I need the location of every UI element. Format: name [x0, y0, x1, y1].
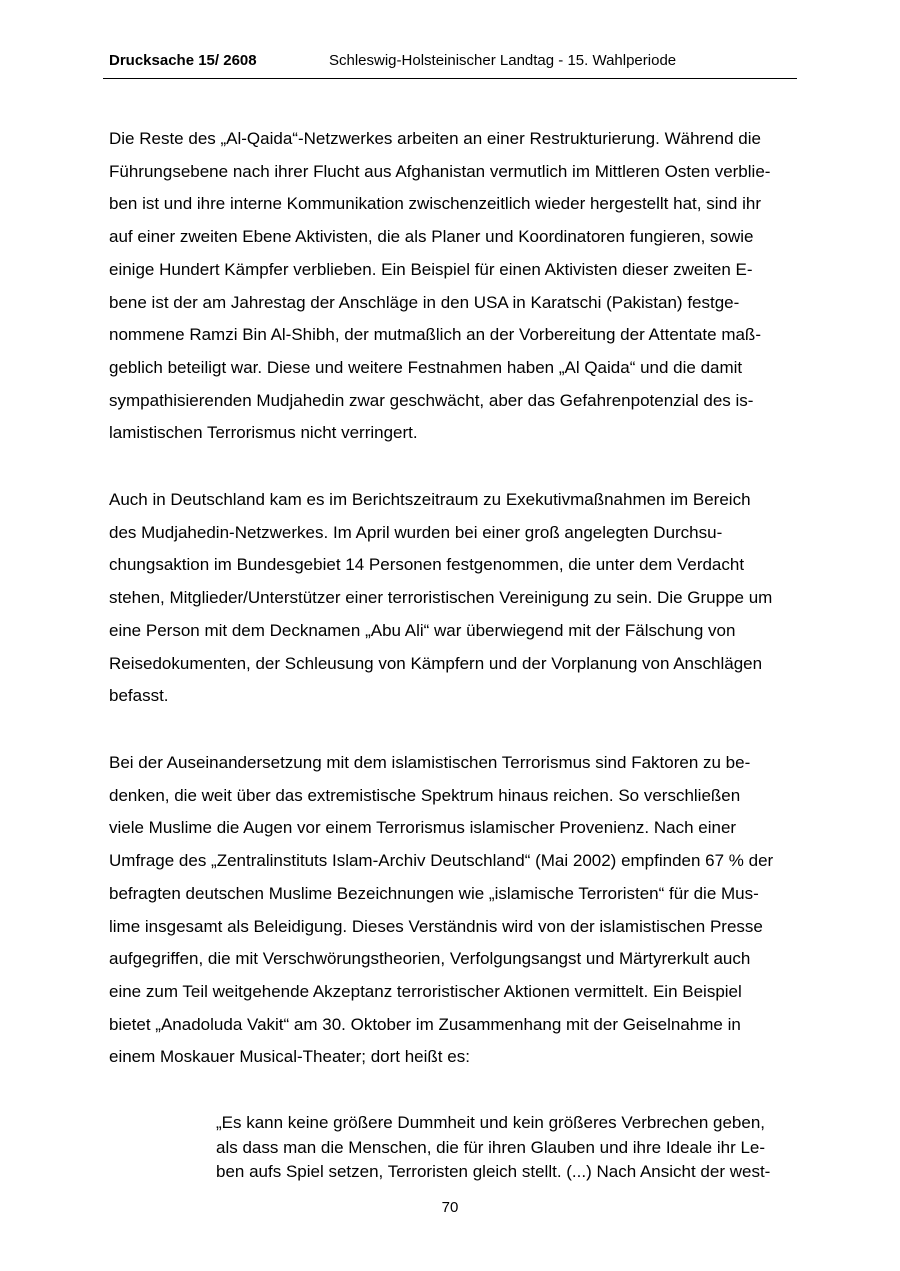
text-line: geblich beteiligt war. Diese und weitere Festnahmen haben „Al Qaida“ und die damit — [109, 357, 743, 377]
text-line: stehen, Mitglieder/Unterstützer einer terroristischen Vereinigung zu sein. Die Gruppe um — [109, 588, 773, 608]
page-number: 70 — [441, 1199, 459, 1216]
paragraph-auseinandersetzung — [109, 747, 799, 1074]
quote-line: ben aufs Spiel setzen, Terroristen gleich stellt. (...) Nach Ansicht der west- — [216, 1162, 771, 1181]
paragraph-deutschland — [109, 484, 799, 713]
text-line: auf einer zweiten Ebene Aktivisten, die als Planer und Koordinatoren fungieren, sowie — [109, 227, 754, 247]
text-line: befragten deutschen Muslime Bezeichnungen wie „islamische Terroristen“ für die Mus- — [109, 883, 759, 903]
text-line: Reisedokumenten, der Schleusung von Kämpfern und der Vorplanung von Anschlägen — [109, 653, 763, 673]
paragraph-al-qaida — [109, 123, 799, 450]
document-title: Schleswig-Holsteinischer Landtag - 15. Wahlperiode — [329, 52, 677, 69]
text-line: Auch in Deutschland kam es im Berichtszeitraum zu Exekutivmaßnahmen im Bereich — [109, 490, 751, 509]
text-line: befasst. — [109, 686, 169, 706]
text-line: einem Moskauer Musical-Theater; dort heißt es: — [109, 1047, 470, 1067]
text-line: Führungsebene nach ihrer Flucht aus Afghanistan vermutlich im Mittleren Osten verblie- — [109, 161, 771, 181]
text-line: einige Hundert Kämpfer verblieben. Ein Beispiel für einen Aktivisten dieser zweiten E- — [109, 259, 753, 279]
text-line: viele Muslime die Augen vor einem Terrorismus islamischer Provenienz. Nach einer — [109, 818, 737, 838]
text-line: Bei der Auseinandersetzung mit dem islamistischen Terrorismus sind Faktoren zu be- — [109, 753, 751, 772]
text-line: eine zum Teil weitgehende Akzeptanz terroristischer Aktionen vermittelt. Ein Beispiel — [109, 981, 742, 1001]
text-line: aufgegriffen, die mit Verschwörungstheorien, Verfolgungsangst und Märtyrerkult auch — [109, 949, 751, 969]
text-line: lamistischen Terrorismus nicht verringert. — [109, 423, 418, 443]
document-number: Drucksache 15/ 2608 — [109, 52, 257, 69]
text-line: des Mudjahedin-Netzwerkes. Im April wurden bei einer groß angelegten Durchsu- — [109, 522, 723, 542]
text-line: ben ist und ihre interne Kommunikation zwischenzeitlich wieder hergestellt hat, sind ihr — [109, 194, 762, 214]
text-line: bene ist der am Jahrestag der Anschläge in den USA in Karatschi (Pakistan) festge- — [109, 292, 740, 312]
text-line: bietet „Anadoluda Vakit“ am 30. Oktober im Zusammenhang mit der Geiselnahme in — [109, 1014, 741, 1034]
quote-line: als dass man die Menschen, die für ihren Glauben und ihre Ideale ihr Le- — [216, 1137, 766, 1157]
text-line: chungsaktion im Bundesgebiet 14 Personen festgenommen, die unter dem Verdacht — [109, 555, 745, 575]
block-quote — [216, 1111, 796, 1185]
text-line: Die Reste des „Al-Qaida“-Netzwerkes arbeiten an einer Restrukturierung. Während die — [109, 129, 761, 148]
text-line: Umfrage des „Zentralinstituts Islam-Archiv Deutschland“ (Mai 2002) empfinden 67 % der — [109, 851, 774, 871]
text-line: denken, die weit über das extremistische Spektrum hinaus reichen. So verschließen — [109, 785, 741, 805]
text-line: sympathisierenden Mudjahedin zwar geschwächt, aber das Gefahrenpotenzial des is- — [109, 390, 754, 410]
quote-line: „Es kann keine größere Dummheit und kein größeres Verbrechen geben, — [216, 1113, 766, 1132]
text-line: eine Person mit dem Decknamen „Abu Ali“ war überwiegend mit der Fälschung von — [109, 620, 736, 640]
page-header — [103, 52, 797, 79]
text-line: lime insgesamt als Beleidigung. Dieses Verständnis wird von der islamistischen Presse — [109, 916, 763, 936]
text-line: nommene Ramzi Bin Al-Shibh, der mutmaßlich an der Vorbereitung der Attentate maß- — [109, 325, 761, 345]
